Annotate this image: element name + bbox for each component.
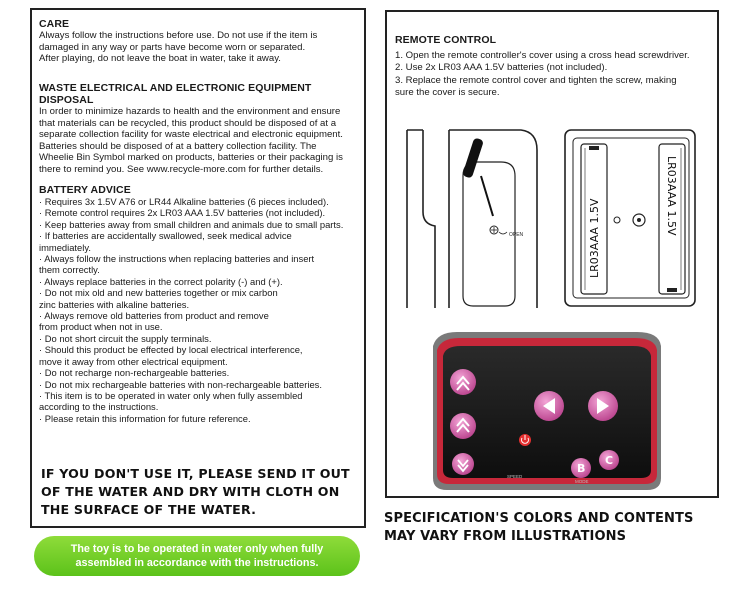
list-item: · Do not mix rechargeable batteries with non-rechargeable batteries. <box>39 378 322 390</box>
waste-title: WASTE ELECTRICAL AND ELECTRONIC EQUIPMENT DISPOSAL <box>39 82 312 106</box>
water-use-banner: The toy is to be operated in water only when fully assembled in accordance with the instructions. <box>34 536 360 576</box>
battery-label-left: LR03AAA 1.5V <box>588 198 601 278</box>
info-panel-left <box>30 8 366 528</box>
list-item: · Should this product be effected by local electrical interference, move it away from other electrical equipment. <box>39 344 303 367</box>
list-item: · Please retain this information for future reference. <box>39 412 251 424</box>
care-section <box>39 18 359 65</box>
b-button-label: B <box>577 462 586 475</box>
list-item: · Do not short circuit the supply terminals. <box>39 332 212 344</box>
list-item: · Always replace batteries in the correct polarity (-) and (+). <box>39 275 283 287</box>
battery-advice-section <box>39 184 361 424</box>
waste-disposal-section <box>39 82 361 176</box>
remote-steps-list <box>395 50 715 100</box>
list-item: · Requires 3x 1.5V A76 or LR44 Alkaline batteries (6 pieces included). <box>39 196 329 207</box>
battery-compartment-illustration <box>563 128 697 318</box>
care-title: CARE <box>39 18 70 30</box>
c-button-label: C <box>605 454 614 467</box>
list-item: 3. Replace the remote control cover and tighten the screw, making sure the cover is secure. <box>395 74 677 99</box>
list-item: · Remote control requires 2x LR03 AAA 1.5V batteries (not included). <box>39 207 326 219</box>
list-item: · Do not mix old and new batteries together or mix carbon zinc batteries with alkaline batteries. <box>39 287 278 310</box>
list-item: 2. Use 2x LR03 AAA 1.5V batteries (not included). <box>395 62 608 74</box>
dry-out-warning: IF YOU DON'T USE IT, PLEASE SEND IT OUT OF THE WATER AND DRY WITH CLOTH ON THE SURFACE OF THE WATER. <box>41 466 350 517</box>
battery-advice-list <box>39 196 361 424</box>
list-item: · If batteries are accidentally swallowed, seek medical advice immediately. <box>39 230 292 253</box>
remote-controller-image <box>427 328 667 494</box>
list-item: · This item is to be operated in water only when fully assembled according to the instructions. <box>39 389 303 413</box>
battery-title: BATTERY ADVICE <box>39 184 131 196</box>
remote-control-title: REMOTE CONTROL <box>395 34 497 46</box>
mode-label: MODE <box>575 479 589 484</box>
list-item: 1. Open the remote controller's cover using a cross head screwdriver. <box>395 50 690 61</box>
list-item: · Always remove old batteries from product and remove from product when not in use. <box>39 310 269 333</box>
care-text: Always follow the instructions before use. Do not use if the item is damaged in any way or parts have become worn or separated. After playing, do not leave the boat in water, take it away. <box>39 30 318 65</box>
list-item: · Always follow the instructions when replacing batteries and insert them correctly. <box>39 253 315 276</box>
speed-label: SPEED <box>507 474 523 479</box>
battery-label-right: LR03AAA 1.5V <box>665 156 678 236</box>
waste-text: In order to minimize hazards to health and the environment and ensure that materials can be recycled, this product should be disposed of at a separate collection facility for waste electrical and electronic equipment. Batteries should be disposed of at a battery collection facility. The Wheelie Bin Symbol marked on products, batteries or their packaging is there to remind you. See www.recycle-more.com for further details. <box>39 106 343 175</box>
info-panel-right <box>385 10 719 498</box>
open-label: OPEN <box>509 232 524 238</box>
screwdriver-illustration <box>405 128 543 318</box>
list-item: · Do not recharge non-rechargeable batteries. <box>39 367 230 379</box>
specification-disclaimer: SPECIFICATION'S COLORS AND CONTENTS MAY VARY FROM ILLUSTRATIONS <box>384 511 694 544</box>
list-item: · Keep batteries away from small children and animals due to small parts. <box>39 218 344 230</box>
